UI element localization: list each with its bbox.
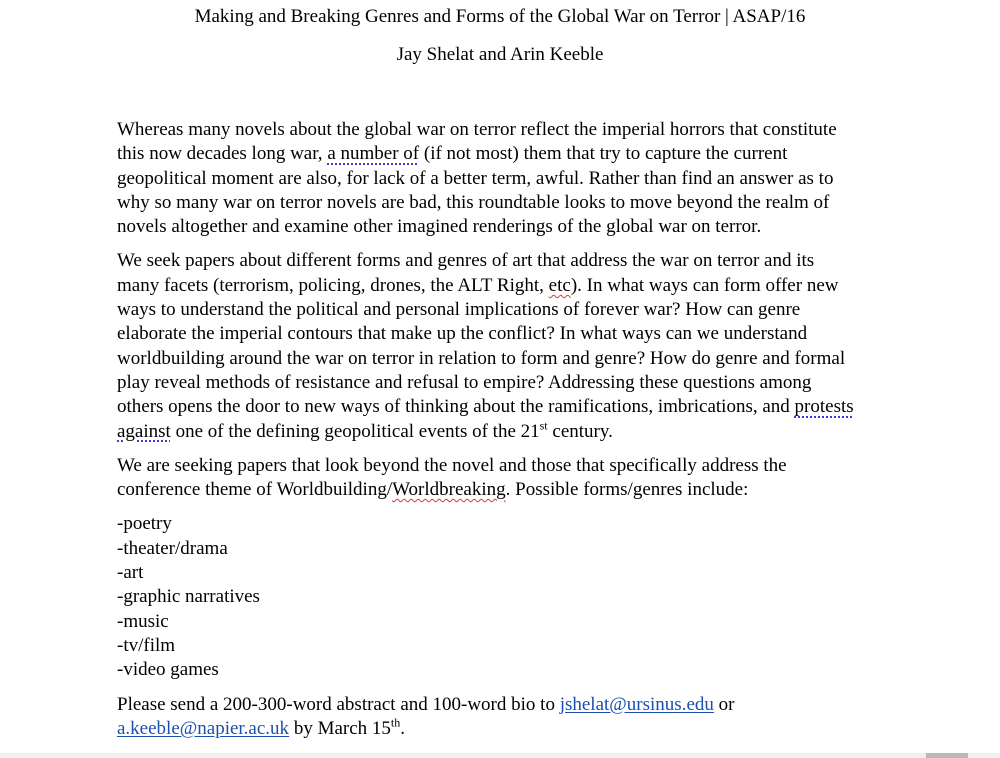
text-line: We seek papers about different forms and genres of art that address the war on terror and its (117, 250, 815, 272)
text-run: conference theme of Worldbuilding/ (117, 479, 393, 501)
document-authors: Jay Shelat and Arin Keeble (396, 44, 604, 65)
grammar-flag[interactable]: a number of (327, 143, 420, 165)
list-item: -graphic narratives (117, 586, 260, 608)
horizontal-scrollbar[interactable] (0, 753, 1000, 758)
text-line (117, 478, 897, 502)
text-run: . (400, 717, 405, 739)
text-line: play reveal methods of resistance and refusal to empire? Addressing these questions among (117, 371, 812, 393)
text-run: or (713, 693, 735, 715)
superscript: st (539, 418, 548, 433)
list-item: -video games (117, 659, 219, 681)
text-line (117, 420, 897, 444)
text-line: worldbuilding around the war on terror in relation to form and genre? How do genre and formal (117, 347, 846, 369)
text-line: why so many war on terror novels are bad, this roundtable looks to move beyond the realm of (117, 191, 830, 213)
seeking-paragraph (117, 454, 897, 503)
spelling-flag[interactable]: etc (548, 274, 571, 296)
document-body (117, 118, 897, 741)
text-run: others opens the door to new ways of thinking about the ramifications, imbrications, and (117, 396, 795, 418)
spelling-flag[interactable]: Worldbreaking (392, 479, 506, 501)
email-link-jshelat[interactable]: jshelat@ursinus.edu (559, 693, 714, 715)
intro-paragraph (117, 118, 897, 239)
text-line: elaborate the imperial contours that make up the conflict? In what ways can we understand (117, 323, 808, 345)
text-run: one of the defining geopolitical events of the 21 (170, 420, 540, 442)
scrollbar-thumb[interactable] (926, 753, 968, 758)
email-link-akeeble[interactable]: a.keeble@napier.ac.uk (117, 717, 290, 739)
list-item: -poetry (117, 513, 172, 535)
grammar-flag[interactable]: against (117, 420, 171, 442)
text-run: by March 15 (289, 717, 391, 739)
text-run: many facets (terrorism, policing, drones, the ALT Right, (117, 274, 549, 296)
list-item: -art (117, 562, 144, 584)
forms-list (117, 512, 897, 682)
text-run: this now decades long war, (117, 143, 328, 165)
text-line (117, 274, 897, 298)
submission-paragraph (117, 693, 897, 742)
text-line: geopolitical moment are also, for lack of a better term, awful. Rather than find an answer as to (117, 167, 834, 189)
text-run: Please send a 200-300-word abstract and 100-word bio to (117, 693, 560, 715)
document-title: Making and Breaking Genres and Forms of the Global War on Terror | ASAP/16 (194, 6, 806, 27)
text-line: ways to understand the political and personal implications of forever war? How can genre (117, 299, 801, 321)
text-run: (if not most) them that try to capture the current (419, 143, 788, 165)
text-line (117, 395, 897, 419)
grammar-flag[interactable]: protests (794, 396, 854, 418)
list-item: -music (117, 610, 169, 632)
text-run: . Possible forms/genres include: (505, 479, 749, 501)
questions-paragraph (117, 249, 897, 443)
list-item: -tv/film (117, 634, 176, 656)
text-line: Whereas many novels about the global war on terror reflect the imperial horrors that constitute (117, 119, 837, 140)
text-line (117, 717, 897, 741)
text-run: century. (547, 420, 613, 442)
text-run: ). In what ways can form offer new (570, 274, 839, 296)
list-item: -theater/drama (117, 537, 228, 559)
text-line (117, 693, 897, 717)
text-line (117, 142, 897, 166)
text-line: novels altogether and examine other imagined renderings of the global war on terror. (117, 216, 762, 238)
superscript: th (390, 715, 401, 730)
text-line: We are seeking papers that look beyond the novel and those that specifically address the (117, 454, 787, 476)
